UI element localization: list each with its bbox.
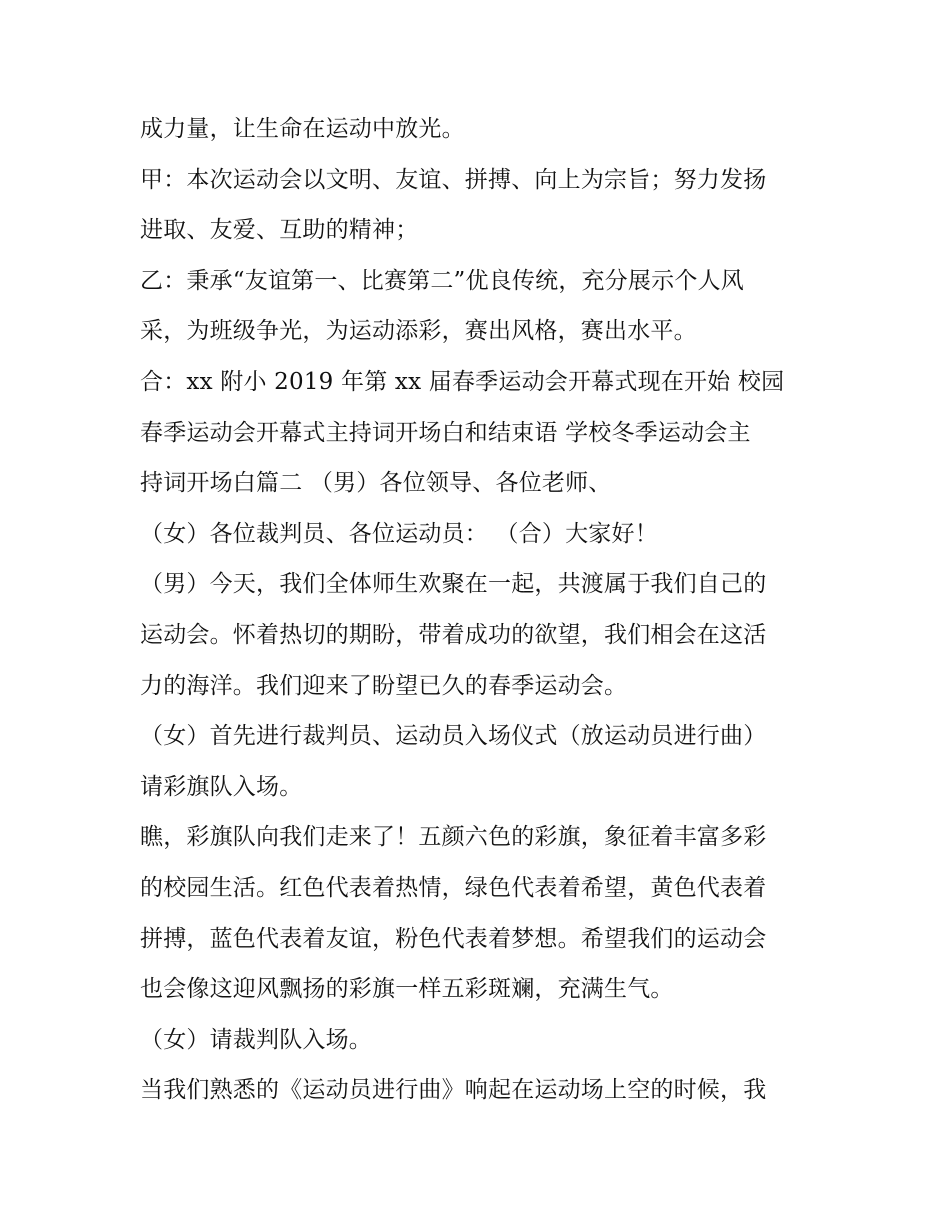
text-line: 春季运动会开幕式主持词开场白和结束语 学校冬季运动会主 (140, 419, 751, 446)
text-line: 持词开场白篇二 （男）各位领导、各位老师、 (140, 470, 612, 497)
text-line: 合：xx 附小 2019 年第 xx 届春季运动会开幕式现在开始 校园 (140, 368, 785, 395)
text-line: 请彩旗队入场。 (140, 773, 303, 800)
text-line: 拼搏，蓝色代表着友谊，粉色代表着梦想。希望我们的运动会 (140, 925, 767, 952)
text-line: （女）首先进行裁判员、运动员入场仪式（放运动员进行曲） (140, 723, 767, 750)
text-line: 瞧，彩旗队向我们走来了！五颜六色的彩旗，象征着丰富多彩 (140, 824, 767, 851)
text-line: 乙：秉承“友谊第一、比赛第二”优良传统，充分展示个人风 (140, 267, 744, 294)
text-line: 采，为班级争光，为运动添彩，赛出风格，赛出水平。 (140, 318, 697, 345)
text-line: 运动会。怀着热切的期盼，带着成功的欲望，我们相会在这活 (140, 621, 767, 648)
text-line: 当我们熟悉的《运动员进行曲》响起在运动场上空的时候，我 (140, 1077, 767, 1104)
text-line: （女）请裁判队入场。 (140, 1026, 372, 1053)
text-line: 的校园生活。红色代表着热情，绿色代表着希望，黄色代表着 (140, 874, 767, 901)
text-line: （男）今天，我们全体师生欢聚在一起，共渡属于我们自己的 (140, 571, 767, 598)
text-line: 也会像这迎风飘扬的彩旗一样五彩斑斓，充满生气。 (140, 976, 674, 1003)
text-line: 进取、友爱、互助的精神； (140, 217, 419, 244)
text-line: 力的海洋。我们迎来了盼望已久的春季运动会。 (140, 672, 628, 699)
text-line: （女）各位裁判员、各位运动员： （合）大家好！ (140, 520, 658, 547)
document-body (140, 104, 820, 1116)
text-line: 甲：本次运动会以文明、友谊、拼搏、向上为宗旨；努力发扬 (140, 166, 767, 193)
text-line: 成力量，让生命在运动中放光。 (140, 116, 465, 142)
